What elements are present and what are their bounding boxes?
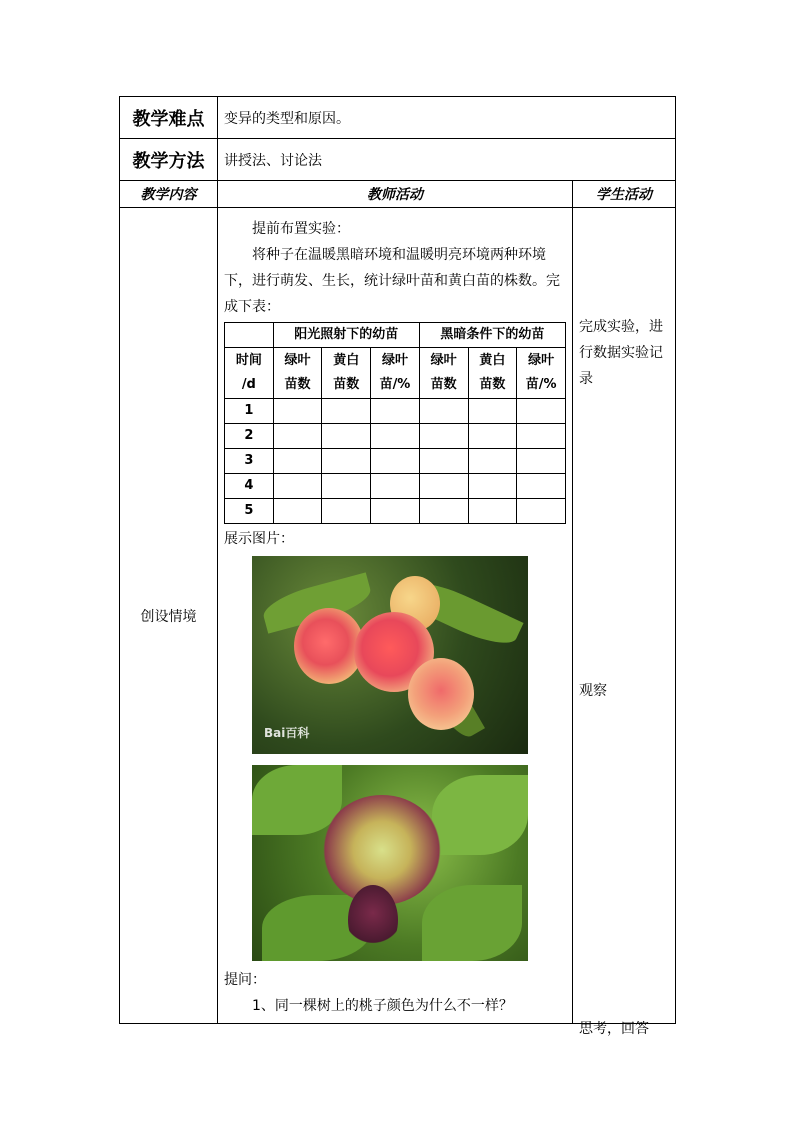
row-day: 4 — [225, 474, 274, 499]
lesson-plan-table — [119, 96, 676, 1037]
method-value: 讲授法、讨论法 — [218, 139, 676, 181]
sub-header: 绿叶 苗/% — [517, 348, 566, 399]
sub-header: 黄白 苗数 — [322, 348, 371, 399]
sub-header: 黄白 苗数 — [468, 348, 517, 399]
teacher-activity-cell — [218, 208, 573, 1024]
grape-photo — [252, 765, 528, 961]
sub-header: 绿叶 苗/% — [371, 348, 420, 399]
group-light-header: 阳光照射下的幼苗 — [273, 323, 419, 348]
teacher-column-header: 教师活动 — [218, 181, 573, 208]
row-day: 3 — [225, 449, 274, 474]
student-activity-cell — [573, 208, 676, 1037]
teacher-line-prep: 提前布置实验： — [252, 221, 350, 237]
peach-photo — [252, 556, 528, 754]
table-row — [225, 399, 566, 424]
time-header: 时间 /d — [225, 348, 274, 399]
question-label: 提问： — [224, 972, 266, 988]
sub-header: 绿叶 苗数 — [273, 348, 322, 399]
student-activity-experiment: 完成实验，进行数据实验记录 — [579, 319, 663, 387]
difficulty-label: 教学难点 — [120, 97, 218, 139]
student-column-header: 学生活动 — [573, 181, 676, 208]
group-dark-header: 黑暗条件下的幼苗 — [419, 323, 565, 348]
show-images-label: 展示图片： — [224, 531, 294, 547]
teacher-experiment-text: 将种子在温暖黑暗环境和温暖明亮环境两种环境下，进行萌发、生长，统计绿叶苗和黄白苗的株数。完成下表： — [224, 247, 560, 315]
difficulty-value: 变异的类型和原因。 — [218, 97, 676, 139]
baidu-watermark: Bai百科 — [264, 726, 310, 740]
data-table-corner — [225, 323, 274, 348]
content-column-header: 教学内容 — [120, 181, 218, 208]
method-label: 教学方法 — [120, 139, 218, 181]
seedling-data-table — [224, 322, 566, 524]
student-activity-observe: 观察 — [579, 683, 607, 699]
table-row — [225, 424, 566, 449]
table-row — [225, 449, 566, 474]
row-day: 1 — [225, 399, 274, 424]
student-activity-answer: 思考，回答 — [579, 1021, 649, 1037]
section-label: 创设情境 — [120, 208, 218, 1024]
table-row — [225, 474, 566, 499]
table-row — [225, 499, 566, 524]
sub-header: 绿叶 苗数 — [419, 348, 468, 399]
question-1: 1、同一棵树上的桃子颜色为什么不一样？ — [252, 998, 513, 1014]
row-day: 5 — [225, 499, 274, 524]
row-day: 2 — [225, 424, 274, 449]
